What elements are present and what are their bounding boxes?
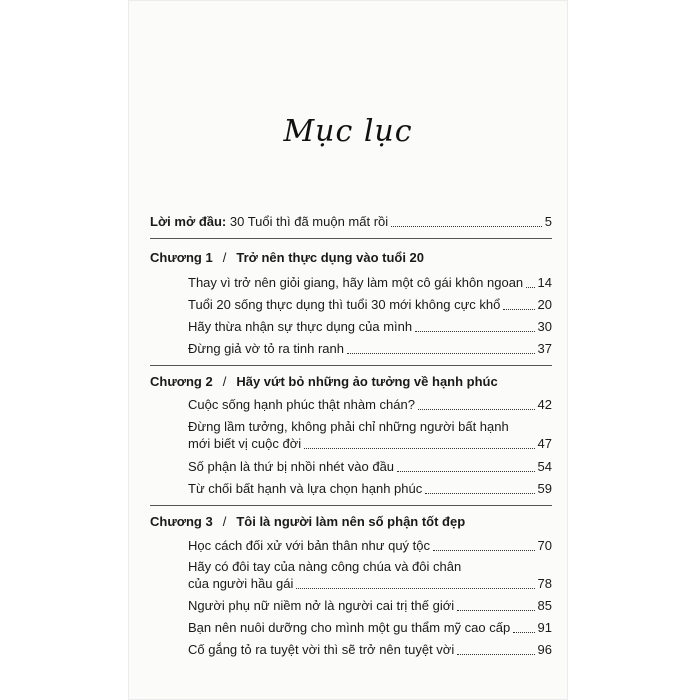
leader-dots (503, 309, 534, 310)
chapter-title: Trở nên thực dụng vào tuổi 20 (236, 250, 425, 265)
chapter-number: Chương 1 (150, 250, 213, 265)
chapter-title: Hãy vứt bỏ những ảo tưởng về hạnh phúc (236, 374, 498, 389)
book-page (128, 0, 568, 700)
toc-entry[interactable] (188, 481, 552, 497)
leader-dots (418, 409, 535, 410)
entry-page: 37 (537, 341, 552, 356)
toc-entry-line1[interactable] (188, 419, 552, 435)
chapter-number: Chương 3 (150, 514, 213, 529)
entry-page: 14 (537, 275, 552, 290)
intro-page: 5 (544, 214, 552, 229)
toc-entry[interactable] (188, 598, 552, 614)
chapter-title: Tôi là người làm nên số phận tốt đẹp (236, 514, 466, 529)
entry-page: 70 (537, 538, 552, 553)
entry-title: Người phụ nữ niềm nở là người cai trị thế giới (188, 598, 455, 613)
chapter-3-heading[interactable] (150, 514, 552, 530)
entry-title: Tuổi 20 sống thực dụng thì tuổi 30 mới không cực khổ (188, 297, 501, 312)
entry-title: Hãy thừa nhận sự thực dụng của mình (188, 319, 413, 334)
leader-dots (433, 550, 535, 551)
entry-title: Từ chối bất hạnh và lựa chọn hạnh phúc (188, 481, 423, 496)
chapter-number: Chương 2 (150, 374, 213, 389)
entry-page: 47 (537, 436, 552, 451)
entry-page: 91 (537, 620, 552, 635)
chapter-slash: / (222, 514, 227, 529)
entry-title: Học cách đối xử với bản thân như quý tộc (188, 538, 431, 553)
entry-title: Số phận là thứ bị nhồi nhét vào đầu (188, 459, 395, 474)
toc-entry[interactable] (188, 319, 552, 335)
entry-title: Đừng lầm tưởng, không phải chỉ những người bất hạnh (188, 419, 509, 434)
entry-page: 96 (537, 642, 552, 657)
toc-entry[interactable] (188, 576, 552, 592)
toc-entry-line1[interactable] (188, 559, 552, 575)
toc-entry[interactable] (188, 538, 552, 554)
intro-text: 30 Tuổi thì đã muộn mất rồi (229, 214, 389, 229)
entry-title: Hãy có đôi tay của nàng công chúa và đôi chân (188, 559, 462, 574)
chapter-slash: / (222, 374, 227, 389)
entry-title: Cố gắng tỏ ra tuyệt vời thì sẽ trở nên tuyệt vời (188, 642, 455, 657)
toc-entry[interactable] (188, 642, 552, 658)
intro-label: Lời mở đầu: (150, 214, 227, 229)
leader-dots (415, 331, 534, 332)
leader-dots (513, 632, 534, 633)
leader-dots (304, 448, 534, 449)
toc-entry[interactable] (188, 341, 552, 357)
divider (150, 365, 552, 366)
toc-entry[interactable] (188, 297, 552, 313)
entry-title-continued: của người hầu gái (188, 576, 294, 591)
entry-page: 85 (537, 598, 552, 613)
entry-page: 30 (537, 319, 552, 334)
chapter-slash: / (222, 250, 227, 265)
toc-entry[interactable] (188, 459, 552, 475)
entry-title: Cuộc sống hạnh phúc thật nhàm chán? (188, 397, 415, 412)
leader-dots (457, 610, 534, 611)
leader-dots (391, 226, 542, 227)
toc-entry[interactable] (188, 397, 552, 413)
entry-title: Thay vì trở nên giỏi giang, hãy làm một cô gái khôn ngoan (188, 275, 524, 290)
entry-page: 59 (537, 481, 552, 496)
divider (150, 505, 552, 506)
entry-page: 78 (537, 576, 552, 591)
entry-page: 20 (537, 297, 552, 312)
entry-page: 42 (537, 397, 552, 412)
entry-title: Bạn nên nuôi dưỡng cho mình một gu thẩm mỹ cao cấp (188, 620, 511, 635)
toc-intro-row[interactable] (150, 214, 552, 230)
entry-title-continued: mới biết vị cuộc đời (188, 436, 302, 451)
page-title: Mục lục (283, 114, 413, 149)
leader-dots (457, 654, 534, 655)
leader-dots (296, 588, 534, 589)
entry-page: 54 (537, 459, 552, 474)
chapter-1-heading[interactable] (150, 250, 552, 266)
entry-title: Đừng giả vờ tỏ ra tinh ranh (188, 341, 344, 356)
leader-dots (425, 493, 534, 494)
leader-dots (526, 287, 534, 288)
leader-dots (347, 353, 535, 354)
toc-entry[interactable] (188, 620, 552, 636)
leader-dots (397, 471, 535, 472)
toc-entry[interactable] (188, 436, 552, 452)
divider (150, 238, 552, 239)
bleed-through-text (148, 80, 588, 91)
chapter-2-heading[interactable] (150, 374, 552, 390)
toc-entry[interactable] (188, 275, 552, 291)
